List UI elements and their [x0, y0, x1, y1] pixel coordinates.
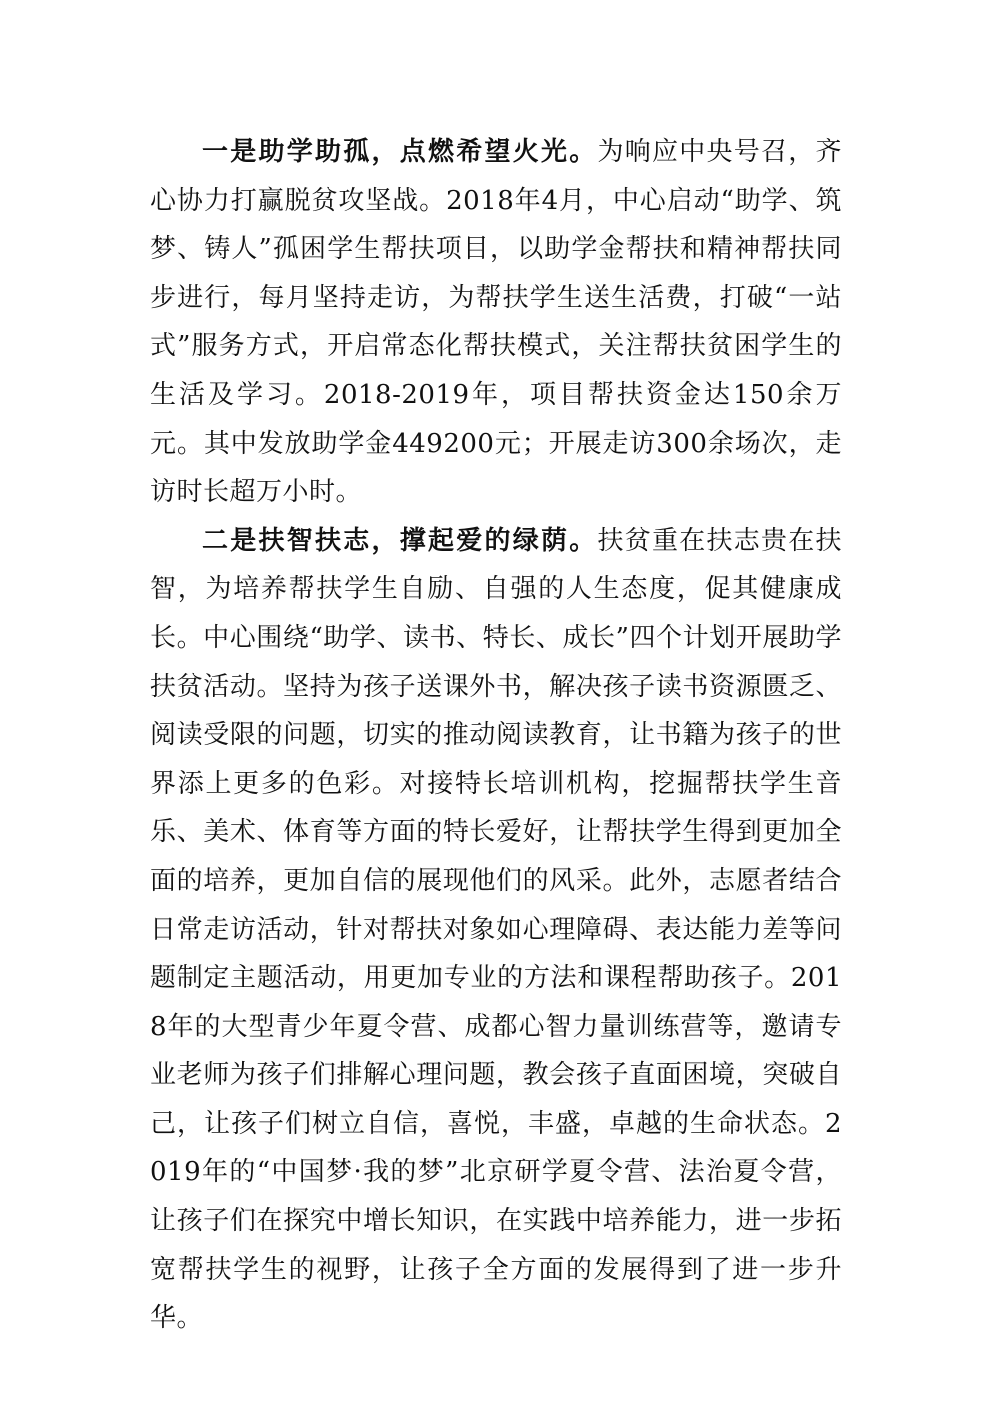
document-page [150, 128, 842, 1343]
paragraph-2 [150, 517, 842, 1343]
paragraph-2-body: 扶贫重在扶志贵在扶智，为培养帮扶学生自励、自强的人生态度，促其健康成长。中心围绕“助学、读书、特长、成长”四个计划开展助学扶贫活动。坚持为孩子送课外书，解决孩子读书资源匮乏、阅读受限的问题，切实的推动阅读教育，让书籍为孩子的世界添上更多的色彩。对接特长培训机构，挖掘帮扶学生音乐、美术、体育等方面的特长爱好，让帮扶学生得到更加全面的培养，更加自信的展现他们的风采。此外，志愿者结合日常走访活动，针对帮扶对象如心理障碍、表达能力差等问题制定主题活动，用更加专业的方法和课程帮助孩子。2018年的大型青少年夏令营、成都心智力量训练营等，邀请专业老师为孩子们排解心理问题，教会孩子直面困境，突破自己，让孩子们树立自信，喜悦，丰盛，卓越的生命状态。2019年的“中国梦·我的梦”北京研学夏令营、法治夏令营，让孩子们在探究中增长知识，在实践中培养能力，进一步拓宽帮扶学生的视野，让孩子全方面的发展得到了进一步升华。 [150, 525, 842, 1334]
paragraph-2-heading: 二是扶智扶志，撑起爱的绿荫。 [202, 525, 598, 556]
paragraph-1 [150, 128, 842, 517]
paragraph-1-body: 为响应中央号召，齐心协力打赢脱贫攻坚战。2018年4月，中心启动“助学、筑梦、铸人”孤困学生帮扶项目，以助学金帮扶和精神帮扶同步进行，每月坚持走访，为帮扶学生送生活费，打破“一站式”服务方式，开启常态化帮扶模式，关注帮扶贫困学生的生活及学习。2018-2019年，项目帮扶资金达150余万元。其中发放助学金449200元；开展走访300余场次，走访时长超万小时。 [150, 137, 842, 508]
paragraph-1-heading: 一是助学助孤，点燃希望火光。 [202, 137, 598, 167]
